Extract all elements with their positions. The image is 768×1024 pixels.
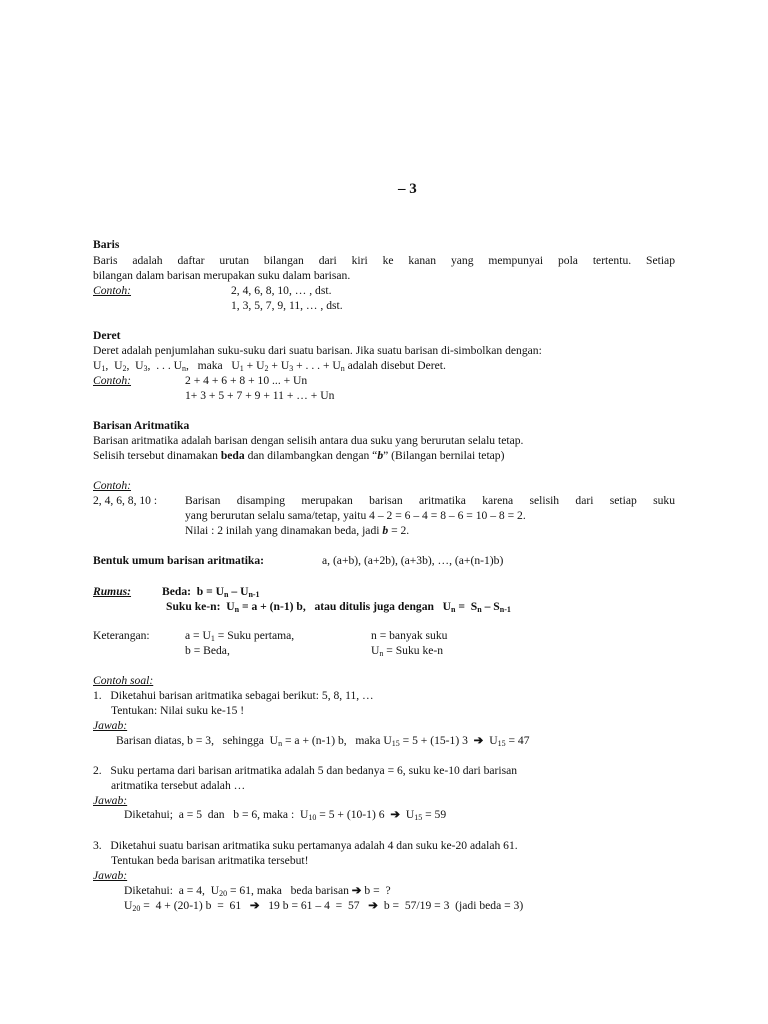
deret-definition-line1: Deret adalah penjumlahan suku-suku dari suatu barisan. Jika suatu barisan di-simbolkan dengan: bbox=[93, 344, 542, 357]
section-heading-deret: Deret bbox=[93, 329, 121, 342]
question-2-line2: aritmatika tersebut adalah … bbox=[111, 779, 246, 792]
question-2-line1: 2. Suku pertama dari barisan aritmatika adalah 5 dan bedanya = 6, suku ke-10 dari barisan bbox=[93, 764, 518, 777]
question-3-answer-1: Diketahui: a = 4, $U_{20} = 61$, maka beda barisan ➔ b = ? bbox=[124, 884, 391, 898]
section-heading-aritmatika: Barisan Aritmatika bbox=[93, 419, 190, 432]
question-3-line2: Tentukan beda barisan aritmatika tersebut! bbox=[111, 854, 309, 867]
rumus-label: Rumus: bbox=[93, 585, 132, 598]
question-2-answer: Diketahui; a = 5 dan b = 6, maka : $U_{10} = 5 + (10-1)$ 6 ➔ $U_{15} = 59$ bbox=[124, 808, 447, 822]
baris-definition-line2: bilangan dalam barisan merupakan suku dalam barisan. bbox=[93, 269, 351, 282]
baris-example-label: Contoh: bbox=[93, 284, 132, 297]
baris-example-2: 1, 3, 5, 7, 9, 11, … , dst. bbox=[231, 299, 343, 312]
aritmatika-definition-line2: Selisih tersebut dinamakan beda dan dilambangkan dengan “b” (Bilangan bernilai tetap) bbox=[93, 449, 505, 462]
aritmatika-example-label: Contoh: bbox=[93, 479, 132, 492]
question-1-line1: 1. Diketahui barisan aritmatika sebagai berikut: 5, 8, 11, … bbox=[93, 689, 374, 702]
keterangan-un: $U_n$ = Suku ke-n bbox=[371, 644, 444, 658]
aritmatika-example-line2: yang berurutan selalu sama/tetap, yaitu 4 – 2 = 6 – 4 = 8 – 6 = 10 – 8 = 2. bbox=[185, 509, 526, 522]
rumus-beda: Beda: $b = U_n - U_{n-1}$ bbox=[162, 585, 260, 599]
contoh-soal-label: Contoh soal: bbox=[93, 674, 154, 687]
page-title: – 3 bbox=[398, 181, 417, 197]
baris-definition-line1: Baris adalah daftar urutan bilangan dari kiri ke kanan yang mempunyai pola tertentu. Setiap bbox=[93, 254, 675, 267]
keterangan-label: Keterangan: bbox=[93, 629, 150, 642]
question-3-jawab-label: Jawab: bbox=[93, 869, 128, 882]
aritmatika-example-line1: Barisan disamping merupakan barisan aritmatika karena selisih dari setiap suku bbox=[185, 494, 675, 507]
deret-example-2: 1+ 3 + 5 + 7 + 9 + 11 + … + Un bbox=[185, 389, 335, 402]
keterangan-b: b = Beda, bbox=[185, 644, 230, 657]
question-1-jawab-label: Jawab: bbox=[93, 719, 128, 732]
baris-example-1: 2, 4, 6, 8, 10, … , dst. bbox=[231, 284, 332, 297]
question-1-answer: Barisan diatas, b = 3, sehingga $U_n = a + (n-1)$ b, maka $U_{15} = 5 + (15-1)$ 3 ➔ $U_{15} = 47$ bbox=[116, 734, 530, 748]
aritmatika-example-line3: Nilai : 2 inilah yang dinamakan beda, jadi b = 2. bbox=[185, 524, 410, 537]
deret-example-label: Contoh: bbox=[93, 374, 132, 387]
aritmatika-definition-line1: Barisan aritmatika adalah barisan dengan selisih antara dua suku yang berurutan selalu tetap. bbox=[93, 434, 524, 447]
deret-example-1: 2 + 4 + 6 + 8 + 10 ... + Un bbox=[185, 374, 308, 387]
bentuk-umum-formula: a, (a+b), (a+2b), (a+3b), …, (a+(n-1)b) bbox=[322, 554, 504, 567]
question-3-line1: 3. Diketahui suatu barisan aritmatika suku pertamanya adalah 4 dan suku ke-20 adalah 61. bbox=[93, 839, 518, 852]
question-2-jawab-label: Jawab: bbox=[93, 794, 128, 807]
section-heading-baris: Baris bbox=[93, 238, 120, 251]
aritmatika-example-sequence: 2, 4, 6, 8, 10 : bbox=[93, 494, 158, 507]
deret-definition-line2: $U_1$, $U_2$, $U_3$, . . . $U_n$, maka $U_1 + U_2 + U_3$ + . . . + $U_n$ adalah disebut Deret. bbox=[93, 359, 446, 373]
question-3-answer-2: $U_{20} = 4 + (20-1) b = 61$ ➔ 19 b = 61 – 4 = 57 ➔ b = 57/19 = 3 (jadi beda = 3) bbox=[124, 899, 524, 913]
rumus-suku-ke-n: Suku ke-n: $U_n = a + (n-1)$ b, atau ditulis juga dengan $U_n = S_n - S_{n-1}$ bbox=[166, 600, 511, 614]
bentuk-umum-label: Bentuk umum barisan aritmatika: bbox=[93, 554, 265, 567]
question-1-line2: Tentukan: Nilai suku ke-15 ! bbox=[111, 704, 245, 717]
keterangan-a: $a = U_1$ = Suku pertama, bbox=[185, 629, 295, 643]
keterangan-n: n = banyak suku bbox=[371, 629, 448, 642]
